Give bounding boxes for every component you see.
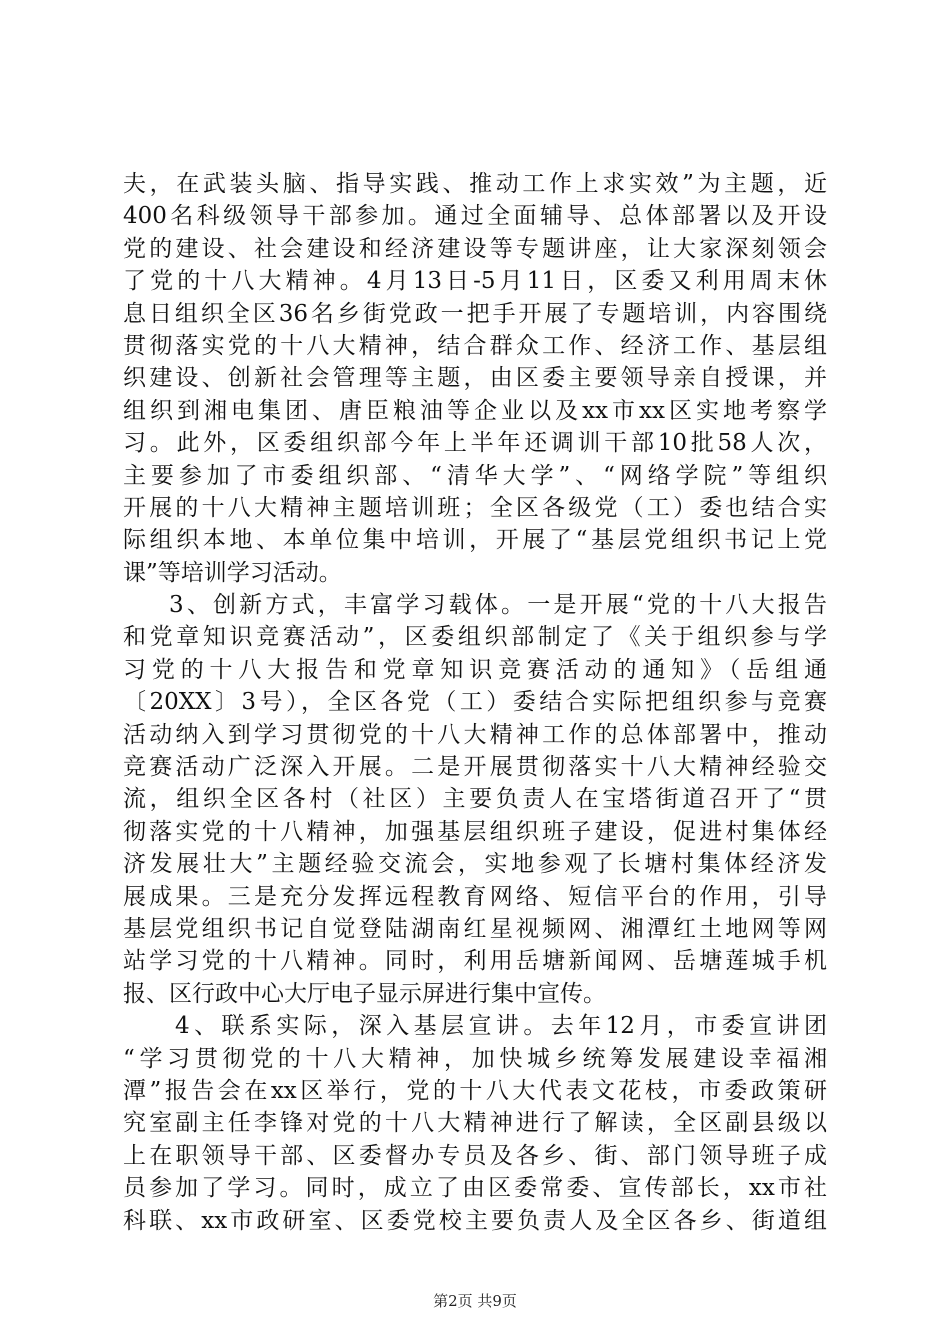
text-line: 了党的十八大精神。4月13日-5月11日，区委又利用周末休 — [123, 268, 827, 295]
text-line: 党的建设、社会建设和经济建设等专题讲座，让大家深刻领会 — [123, 235, 827, 262]
text-line: 活动纳入到学习贯彻党的十八大精神工作的总体部署中，推动 — [123, 721, 827, 748]
text-line: 400名科级领导干部参加。通过全面辅导、总体部署以及开设 — [123, 203, 827, 230]
text-line: 际组织本地、本单位集中培训，开展了“基层党组织书记上党 — [123, 527, 827, 554]
text-line: 基层党组织书记自觉登陆湖南红星视频网、湘潭红土地网等网 — [123, 915, 827, 942]
text-line: 科联、xx市政研室、区委党校主要负责人及全区各乡、街道组 — [123, 1207, 827, 1234]
text-line: 和党章知识竞赛活动”，区委组织部制定了《关于组织参与学 — [123, 624, 827, 651]
text-line: 竞赛活动广泛深入开展。二是开展贯彻落实十八大精神经验交 — [123, 754, 827, 781]
text-line: 流，组织全区各村（社区）主要负责人在宝塔街道召开了“贯 — [123, 786, 827, 813]
text-line: 主要参加了市委组织部、“清华大学”、“网络学院”等组织 — [123, 462, 827, 489]
page-footer — [0, 1291, 950, 1311]
text-line: 站学习党的十八精神。同时，利用岳塘新闻网、岳塘莲城手机 — [123, 948, 827, 975]
text-line: 织建设、创新社会管理等主题，由区委主要领导亲自授课，并 — [123, 365, 827, 392]
text-line: 贯彻落实党的十八大精神，结合群众工作、经济工作、基层组 — [123, 332, 827, 359]
text-line: 员参加了学习。同时，成立了由区委常委、宣传部长，xx市社 — [123, 1175, 827, 1202]
page-indicator: 第2页 共9页 — [433, 1292, 517, 1310]
text-line: 究室副主任李锋对党的十八大精神进行了解读，全区副县级以 — [123, 1110, 827, 1137]
text-line: “学习贯彻党的十八大精神，加快城乡统筹发展建设幸福湘 — [123, 1045, 827, 1072]
text-line: 开展的十八大精神主题培训班；全区各级党（工）委也结合实 — [123, 494, 827, 521]
text-line: 济发展壮大”主题经验交流会，实地参观了长塘村集体经济发 — [123, 851, 827, 878]
text-line-paragraph-end: 课”等培训学习活动。 — [123, 559, 342, 586]
body-text — [123, 168, 827, 1237]
text-line: 夫，在武装头脑、指导实践、推动工作上求实效”为主题，近 — [123, 171, 827, 197]
paragraph-4-first-line: 4、联系实际，深入基层宣讲。去年12月，市委宣讲团 — [175, 1013, 827, 1040]
text-line: 〔20XX〕3号），全区各党（工）委结合实际把组织参与竞赛 — [123, 689, 827, 716]
text-line-paragraph-end: 报、区行政中心大厅电子显示屏进行集中宣传。 — [123, 980, 606, 1007]
text-line: 习党的十八大报告和党章知识竞赛活动的通知》（岳组通 — [123, 656, 827, 683]
text-line: 彻落实党的十八精神，加强基层组织班子建设，促进村集体经 — [123, 818, 827, 845]
text-line: 息日组织全区36名乡街党政一把手开展了专题培训，内容围绕 — [123, 300, 827, 327]
text-line: 上在职领导干部、区委督办专员及各乡、街、部门领导班子成 — [123, 1142, 827, 1169]
text-line: 习。此外，区委组织部今年上半年还调训干部10批58人次， — [123, 430, 827, 457]
text-line: 组织到湘电集团、唐臣粮油等企业以及xx市xx区实地考察学 — [123, 397, 827, 424]
paragraph-3-first-line: 3、创新方式，丰富学习载体。一是开展“党的十八大报告 — [169, 592, 827, 619]
text-line: 展成果。三是充分发挥远程教育网络、短信平台的作用，引导 — [123, 883, 827, 910]
text-line: 潭”报告会在xx区举行，党的十八大代表文花枝，市委政策研 — [123, 1077, 827, 1104]
